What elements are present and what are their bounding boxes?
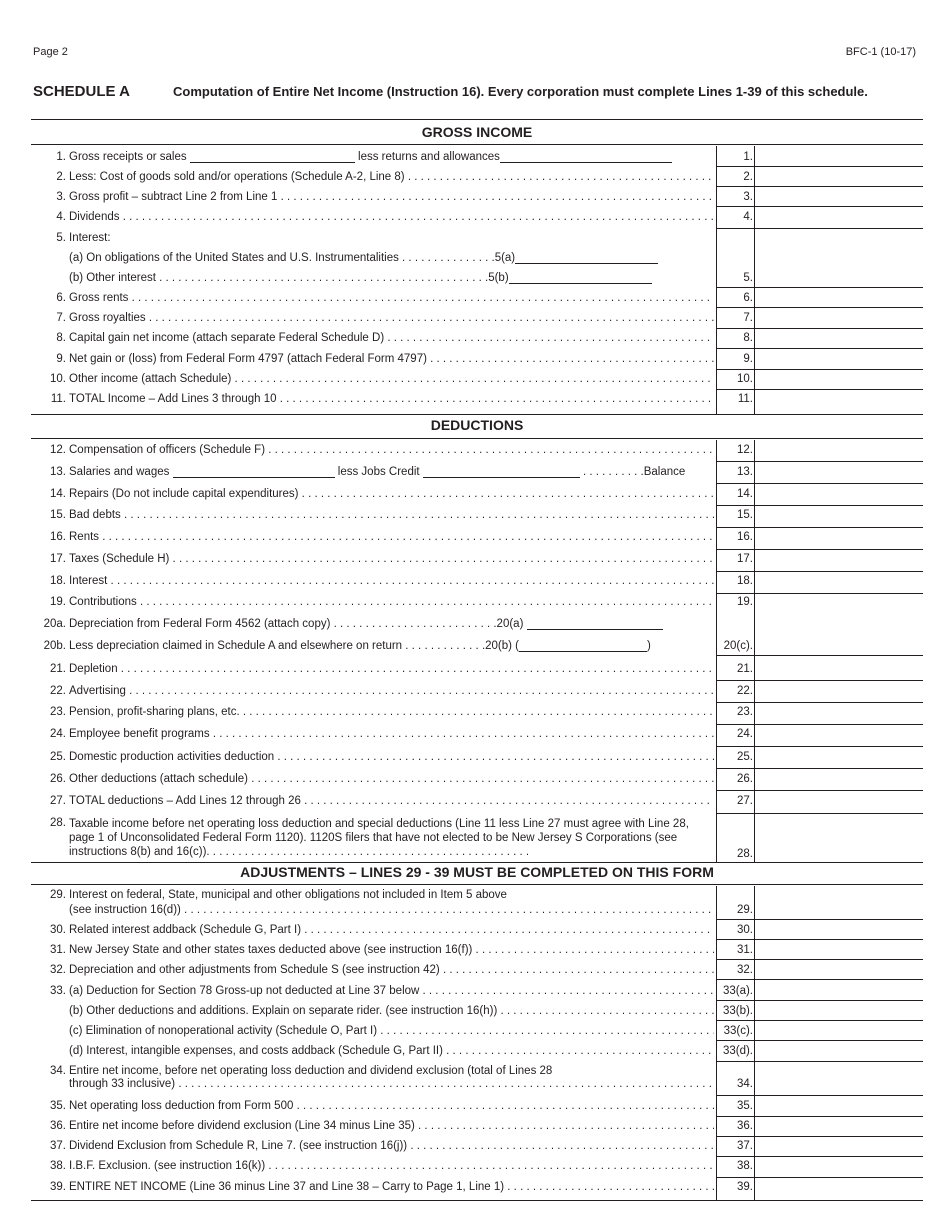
other-interest-field[interactable] bbox=[509, 272, 652, 284]
line-33a-amount[interactable] bbox=[756, 980, 922, 1000]
line-ref: 39. bbox=[737, 1181, 753, 1193]
line-number: 3. bbox=[56, 191, 66, 203]
line-number: 33. bbox=[50, 985, 66, 997]
line-39-amount[interactable] bbox=[756, 1178, 922, 1200]
line-ref: 20(c). bbox=[723, 640, 753, 652]
line-4-amount[interactable] bbox=[756, 207, 922, 228]
line-description: Other income (attach Schedule) . . . bbox=[69, 373, 714, 385]
line-15-amount[interactable] bbox=[756, 506, 922, 527]
line-description: Compensation of officers (Schedule F) . . . bbox=[69, 444, 714, 456]
line-description: Interest: bbox=[69, 232, 111, 244]
schedule-label: SCHEDULE A bbox=[33, 83, 130, 100]
line-description: Related interest addback (Schedule G, Part I) . . . bbox=[69, 924, 714, 936]
line-13-amount[interactable] bbox=[756, 462, 922, 483]
line-description: Domestic production activities deduction . . . bbox=[69, 751, 714, 763]
line-number: 2. bbox=[56, 171, 66, 183]
line-26-amount[interactable] bbox=[756, 769, 922, 790]
line-description: (c) Elimination of nonoperational activity (Schedule O, Part I) . . . bbox=[69, 1025, 714, 1037]
line-description: (b) Other deductions and additions. Explain on separate rider. (see instruction 16(h)) . . . bbox=[69, 1005, 714, 1017]
line-ref: 18. bbox=[737, 575, 753, 587]
returns-allowances-field[interactable] bbox=[500, 151, 672, 163]
line-number: 14. bbox=[50, 488, 66, 500]
line-ref: 29. bbox=[737, 904, 753, 916]
line-description: Dividends . . . bbox=[69, 211, 714, 223]
line-number: 31. bbox=[50, 944, 66, 956]
line-25-amount[interactable] bbox=[756, 747, 922, 768]
line-number: 4. bbox=[56, 211, 66, 223]
line-ref: 28. bbox=[737, 848, 753, 860]
line-8-amount[interactable] bbox=[756, 329, 922, 348]
schedule-title: Computation of Entire Net Income (Instruction 16). Every corporation must complete Lines 1-39 of this schedule. bbox=[173, 84, 868, 99]
line-number: 7. bbox=[56, 312, 66, 324]
line-description: Capital gain net income (attach separate Federal Schedule D) . . . bbox=[69, 332, 714, 344]
amount-column-line bbox=[754, 440, 755, 862]
line-number: 35. bbox=[50, 1100, 66, 1112]
line-ref: 24. bbox=[737, 728, 753, 740]
line-ref: 25. bbox=[737, 751, 753, 763]
line-31-amount[interactable] bbox=[756, 940, 922, 959]
line-ref: 7. bbox=[743, 312, 753, 324]
line-description: Taxable income before net operating loss deduction and special deductions (Line 11 less Line 27 must agree with Line 28, page 1 of Unconsolidated Federal Form 1120). 1120S filers that have not elected to be New Jersey S Corporations (see instructions 8(b) and 16(c)). . . . . . . . . . . . . . . . . . . . . . . . . . . . . . . . . . . . . . . . . . . . . . . . . . . bbox=[69, 818, 689, 858]
line-number: 24. bbox=[50, 728, 66, 740]
line-ref: 33(b). bbox=[722, 1005, 753, 1017]
line-ref: 5. bbox=[743, 272, 753, 284]
line-ref: 1. bbox=[743, 151, 753, 163]
line-28-amount[interactable] bbox=[756, 814, 922, 862]
line-22-amount[interactable] bbox=[756, 681, 922, 702]
line-number: 1. bbox=[56, 151, 66, 163]
line-description: Other deductions (attach schedule) . . . bbox=[69, 773, 714, 785]
line-ref: 16. bbox=[737, 531, 753, 543]
line-number: 27. bbox=[50, 795, 66, 807]
jobs-credit-field[interactable] bbox=[423, 466, 580, 478]
line-number: 8. bbox=[56, 332, 66, 344]
line-description: Gross rents . . . bbox=[69, 292, 714, 304]
line-number: 39. bbox=[50, 1181, 66, 1193]
line-number: 20a. bbox=[43, 618, 66, 630]
line-1-amount[interactable] bbox=[756, 146, 922, 166]
section-deductions: DEDUCTIONS bbox=[430, 417, 524, 433]
line-9-amount[interactable] bbox=[756, 349, 922, 369]
line-ref: 36. bbox=[737, 1120, 753, 1132]
line-27-amount[interactable] bbox=[756, 791, 922, 813]
divider bbox=[31, 119, 923, 120]
line-ref: 6. bbox=[743, 292, 753, 304]
line-ref: 15. bbox=[737, 509, 753, 521]
line-description: Gross profit – subtract Line 2 from Line 1 . . . bbox=[69, 191, 714, 203]
page-number: Page 2 bbox=[33, 46, 68, 58]
line-2-amount[interactable] bbox=[756, 167, 922, 186]
line-description: Entire net income before dividend exclusion (Line 34 minus Line 35) . . . bbox=[69, 1120, 714, 1132]
line-23-amount[interactable] bbox=[756, 703, 922, 724]
line-number: 29. bbox=[50, 889, 66, 901]
line-description: Pension, profit-sharing plans, etc. . . . bbox=[69, 706, 714, 718]
line-number: 25. bbox=[50, 751, 66, 763]
line-number: 23. bbox=[50, 706, 66, 718]
line-description: Repairs (Do not include capital expenditures) . . . bbox=[69, 488, 714, 500]
amount-column-line bbox=[754, 886, 755, 1200]
line-description: Net operating loss deduction from Form 500 . . . bbox=[69, 1100, 714, 1112]
line-number: 22. bbox=[50, 685, 66, 697]
line-ref: 30. bbox=[737, 924, 753, 936]
line-17-amount[interactable] bbox=[756, 550, 922, 571]
line-ref: 13. bbox=[737, 466, 753, 478]
form-id: BFC-1 (10-17) bbox=[845, 46, 916, 58]
line-description: Less: Cost of goods sold and/or operations (Schedule A-2, Line 8) . . . bbox=[69, 171, 714, 183]
line-number: 21. bbox=[50, 663, 66, 675]
line-30-amount[interactable] bbox=[756, 920, 922, 939]
line-description: Interest on federal, State, municipal and other obligations not included in Item 5 above bbox=[69, 889, 507, 901]
section-adjustments: ADJUSTMENTS – LINES 29 - 39 MUST BE COMPLETED ON THIS FORM bbox=[240, 864, 714, 880]
line-ref: 2. bbox=[743, 171, 753, 183]
line-ref: 9. bbox=[743, 353, 753, 365]
line-number: 20b. bbox=[43, 640, 66, 652]
line-description: Taxes (Schedule H) . . . bbox=[69, 553, 714, 565]
line-ref: 32. bbox=[737, 964, 753, 976]
line-number: 10. bbox=[50, 373, 66, 385]
line-description: Employee benefit programs . . . bbox=[69, 728, 714, 740]
line-number: 26. bbox=[50, 773, 66, 785]
line-24-amount[interactable] bbox=[756, 725, 922, 746]
line-ref: 22. bbox=[737, 685, 753, 697]
line-description: Depreciation from Federal Form 4562 (attach copy) . . . . . . . . . . . . . . . . . . . . . . . . . .20(a) bbox=[69, 618, 714, 630]
line-description: Net gain or (loss) from Federal Form 4797 (attach Federal Form 4797) . . . bbox=[69, 353, 714, 365]
divider bbox=[31, 884, 923, 885]
line-ref: 14. bbox=[737, 488, 753, 500]
line-ref: 3. bbox=[743, 191, 753, 203]
line-16-amount[interactable] bbox=[756, 528, 922, 549]
line-description: New Jersey State and other states taxes deducted above (see instruction 16(f)) . . . bbox=[69, 944, 714, 956]
salaries-wages-field[interactable] bbox=[173, 466, 335, 478]
line-5-amount[interactable] bbox=[756, 229, 922, 287]
line-ref: 31. bbox=[737, 944, 753, 956]
line-description: Less depreciation claimed in Schedule A and elsewhere on return . . . . . . . . . . . . .20(b) ( ) bbox=[69, 640, 651, 652]
line-33b-amount[interactable] bbox=[756, 1001, 922, 1020]
line-description: Gross receipts or sales less returns and allowances bbox=[69, 151, 714, 163]
line-number: 28. bbox=[50, 817, 66, 829]
line-ref: 33(c). bbox=[723, 1025, 753, 1037]
line-description: TOTAL deductions – Add Lines 12 through 26 . . . bbox=[69, 795, 714, 807]
line-29-amount[interactable] bbox=[756, 886, 922, 919]
line-description: Dividend Exclusion from Schedule R, Line 7. (see instruction 16(j)) . . . bbox=[69, 1140, 714, 1152]
line-11-amount[interactable] bbox=[756, 390, 922, 414]
depreciation-4562-field[interactable] bbox=[527, 618, 663, 630]
depreciation-claimed-field[interactable] bbox=[519, 640, 647, 652]
line-description: Salaries and wages less Jobs Credit . . . . . . . . . .Balance bbox=[69, 466, 686, 478]
line-ref: 27. bbox=[737, 795, 753, 807]
line-description: ENTIRE NET INCOME (Line 36 minus Line 37 and Line 38 – Carry to Page 1, Line 1) . . . bbox=[69, 1181, 714, 1193]
line-33d-amount[interactable] bbox=[756, 1041, 922, 1061]
line-ref: 37. bbox=[737, 1140, 753, 1152]
divider bbox=[31, 862, 923, 863]
line-number: 32. bbox=[50, 964, 66, 976]
line-number: 11. bbox=[50, 393, 66, 405]
divider bbox=[31, 414, 923, 415]
line-ref: 10. bbox=[737, 373, 753, 385]
line-ref: 33(d). bbox=[722, 1045, 753, 1057]
line-description: Depreciation and other adjustments from Schedule S (see instruction 42) . . . bbox=[69, 964, 714, 976]
line-ref: 21. bbox=[737, 663, 753, 675]
line-description: (d) Interest, intangible expenses, and costs addback (Schedule G, Part II) . . . bbox=[69, 1045, 714, 1057]
line-ref: 4. bbox=[743, 211, 753, 223]
line-description: (see instruction 16(d)) . . . bbox=[69, 904, 714, 916]
line-38-amount[interactable] bbox=[756, 1157, 922, 1177]
line-number: 36. bbox=[50, 1120, 66, 1132]
line-37-amount[interactable] bbox=[756, 1137, 922, 1156]
line-number: 6. bbox=[56, 292, 66, 304]
line-description: Entire net income, before net operating loss deduction and dividend exclusion (total of Lines 28 bbox=[69, 1065, 553, 1077]
line-7-amount[interactable] bbox=[756, 308, 922, 328]
line-description: Advertising . . . bbox=[69, 685, 714, 697]
section-gross-income: GROSS INCOME bbox=[421, 124, 533, 140]
line-description: through 33 inclusive) . . . bbox=[69, 1078, 714, 1090]
line-number: 34. bbox=[50, 1065, 66, 1077]
line-36-amount[interactable] bbox=[756, 1117, 922, 1136]
line-19-amount[interactable] bbox=[756, 594, 922, 655]
line-33c-amount[interactable] bbox=[756, 1021, 922, 1040]
line-21-amount[interactable] bbox=[756, 656, 922, 680]
gross-receipts-field[interactable] bbox=[190, 151, 355, 163]
line-description: Bad debts . . . bbox=[69, 509, 714, 521]
line-ref: 11. bbox=[737, 393, 753, 405]
line-ref: 12. bbox=[737, 444, 753, 456]
line-number: 13. bbox=[50, 466, 66, 478]
line-number: 15. bbox=[50, 509, 66, 521]
line-ref: 34. bbox=[737, 1078, 753, 1090]
line-description: (a) On obligations of the United States and U.S. Instrumentalities . . . . . . . . . . . . . . .5(a) bbox=[69, 252, 714, 264]
line-description: I.B.F. Exclusion. (see instruction 16(k)) . . . bbox=[69, 1160, 714, 1172]
line-number: 17. bbox=[50, 553, 66, 565]
line-description: Rents . . . bbox=[69, 531, 714, 543]
line-description: (b) Other interest . . . . . . . . . . . . . . . . . . . . . . . . . . . . . . . . . . . . . . . . . . . . . . . . . . . .5(b) bbox=[69, 272, 714, 284]
line-6-amount[interactable] bbox=[756, 288, 922, 307]
line-ref: 26. bbox=[737, 773, 753, 785]
line-number: 30. bbox=[50, 924, 66, 936]
line-3-amount[interactable] bbox=[756, 187, 922, 206]
line-number: 9. bbox=[56, 353, 66, 365]
line-description: TOTAL Income – Add Lines 3 through 10 . . . bbox=[69, 393, 714, 405]
line-description: Depletion . . . bbox=[69, 663, 714, 675]
line-14-amount[interactable] bbox=[756, 484, 922, 505]
line-32-amount[interactable] bbox=[756, 960, 922, 979]
line-ref: 38. bbox=[737, 1160, 753, 1172]
line-number: 16. bbox=[50, 531, 66, 543]
line-number: 18. bbox=[50, 575, 66, 587]
divider bbox=[31, 1200, 923, 1201]
line-ref: 23. bbox=[737, 706, 753, 718]
line-ref: 17. bbox=[737, 553, 753, 565]
line-description: (a) Deduction for Section 78 Gross-up not deducted at Line 37 below . . . bbox=[69, 985, 714, 997]
line-ref: 19. bbox=[737, 596, 753, 608]
line-ref: 33(a). bbox=[722, 985, 753, 997]
divider bbox=[31, 438, 923, 439]
line-description: Interest . . . bbox=[69, 575, 714, 587]
line-number: 37. bbox=[50, 1140, 66, 1152]
line-18-amount[interactable] bbox=[756, 572, 922, 593]
line-number: 38. bbox=[50, 1160, 66, 1172]
line-description: Contributions . . . bbox=[69, 596, 714, 608]
line-12-amount[interactable] bbox=[756, 440, 922, 461]
line-description: Gross royalties . . . bbox=[69, 312, 714, 324]
line-10-amount[interactable] bbox=[756, 370, 922, 389]
divider bbox=[31, 144, 923, 145]
line-number: 5. bbox=[56, 232, 66, 244]
line-number: 19. bbox=[50, 596, 66, 608]
interest-us-obligations-field[interactable] bbox=[515, 252, 658, 264]
line-ref: 35. bbox=[737, 1100, 753, 1112]
line-34-amount[interactable] bbox=[756, 1062, 922, 1095]
line-ref: 8. bbox=[743, 332, 753, 344]
line-35-amount[interactable] bbox=[756, 1096, 922, 1116]
line-number: 12. bbox=[50, 444, 66, 456]
